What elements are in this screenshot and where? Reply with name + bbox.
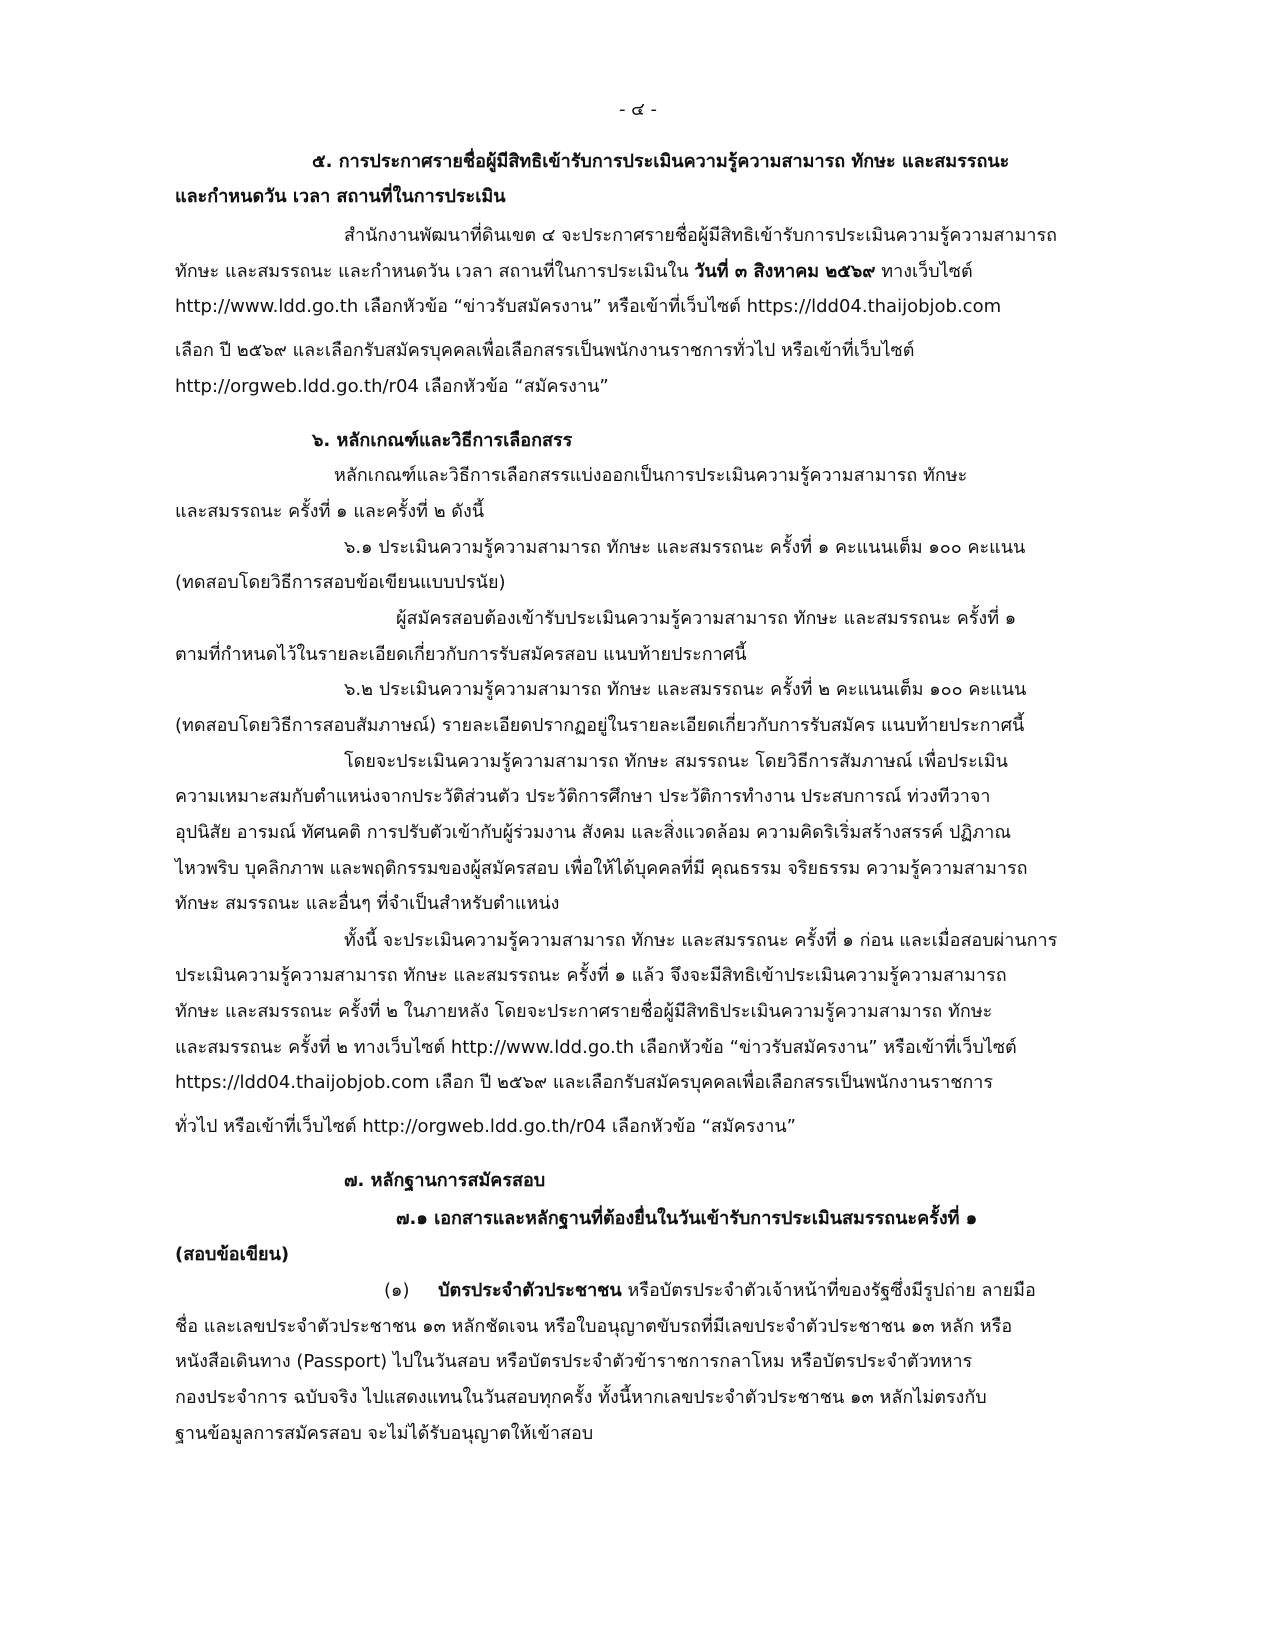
section-6-2-line: ๖.๒ ประเมินความรู้ความสามารถ ทักษะ และสมรรถนะ ครั้งที่ ๒ คะแนนเต็ม ๑๐๐ คะแนน [344,679,1027,700]
section-5-heading-cont: และกำหนดวัน เวลา สถานที่ในการประเมิน [175,186,506,207]
section-7-1-heading-cont: (สอบข้อเขียน) [175,1244,290,1265]
section-6-1-line: ๖.๑ ประเมินความรู้ความสามารถ ทักษะ และสมรรถนะ ครั้งที่ ๑ คะแนนเต็ม ๑๐๐ คะแนน [344,537,1026,558]
item-1-line: (๑) บัตรประจำตัวประชาชน หรือบัตรประจำตัวเจ้าหน้าที่ของรัฐซึ่งมีรูปถ่าย ลายมือ [384,1280,1036,1301]
section-6-1-line: (ทดสอบโดยวิธีการสอบข้อเขียนแบบปรนัย) [175,572,506,593]
section-6-2-line: ทักษะ สมรรถนะ และอื่นๆ ที่จำเป็นสำหรับตำแหน่ง [175,893,560,914]
section-7-1-heading: ๗.๑ เอกสารและหลักฐานที่ต้องยื่นในวันเข้ารับการประเมินสมรรถนะครั้งที่ ๑ [396,1208,978,1229]
section-6-note-line: ทั้งนี้ จะประเมินความรู้ความสามารถ ทักษะ และสมรรถนะ ครั้งที่ ๑ ก่อน และเมื่อสอบผ่านการ [344,930,1058,951]
item-1-line: กองประจำการ ฉบับจริง ไปแสดงแทนในวันสอบทุกครั้ง ทั้งนี้หากเลขประจำตัวประชาชน ๑๓ หลักไม่ตรงกับ [175,1387,987,1408]
section-6-note-line: ทั่วไป หรือเข้าที่เว็บไซต์ http://orgweb.ldd.go.th/r04 เลือกหัวข้อ “สมัครงาน” [175,1116,797,1137]
section-6-intro-line: หลักเกณฑ์และวิธีการเลือกสรรแบ่งออกเป็นการประเมินความรู้ความสามารถ ทักษะ [334,465,968,486]
section-6-2-line: โดยจะประเมินความรู้ความสามารถ ทักษะ สมรรถนะ โดยวิธีการสัมภาษณ์ เพื่อประเมิน [344,751,1008,772]
item-1-line: ฐานข้อมูลการสมัครสอบ จะไม่ได้รับอนุญาตให้เข้าสอบ [175,1423,594,1444]
section-7-heading: ๗. หลักฐานการสมัครสอบ [344,1170,546,1191]
section-5-paragraph-line: เลือก ปี ๒๕๖๙ และเลือกรับสมัครบุคคลเพื่อเลือกสรรเป็นพนักงานราชการทั่วไป หรือเข้าที่เว็บไซต์ [175,340,915,361]
section-6-note-line: ประเมินความรู้ความสามารถ ทักษะ และสมรรถนะ ครั้งที่ ๑ แล้ว จึงจะมีสิทธิเข้าประเมินความรู้ความสามารถ [175,965,1007,986]
section-6-1-line: ตามที่กำหนดไว้ในรายละเอียดเกี่ยวกับการรับสมัครสอบ แนบท้ายประกาศนี้ [175,644,747,665]
section-6-note-line: และสมรรถนะ ครั้งที่ ๒ ทางเว็บไซต์ http://www.ldd.go.th เลือกหัวข้อ “ข่าวรับสมัครงาน” หรือเข้าที่เว็บไซต์ [175,1037,1017,1058]
section-6-intro-line: และสมรรถนะ ครั้งที่ ๑ และครั้งที่ ๒ ดังนี้ [175,501,485,522]
section-5-heading: ๕. การประกาศรายชื่อผู้มีสิทธิเข้ารับการประเมินความรู้ความสามารถ ทักษะ และสมรรถนะ [312,151,1010,172]
announcement-date: วันที่ ๓ สิงหาคม ๒๕๖๙ [694,261,876,282]
section-6-note-line: https://ldd04.thaijobjob.com เลือก ปี ๒๕๖๙ และเลือกรับสมัครบุคคลเพื่อเลือกสรรเป็นพนักงานราชการ [175,1072,994,1093]
section-5-paragraph-line: สำนักงานพัฒนาที่ดินเขต ๔ จะประกาศรายชื่อผู้มีสิทธิเข้ารับการประเมินความรู้ความสามารถ [344,225,1058,246]
section-6-2-line: ไหวพริบ บุคลิกภาพ และพฤติกรรมของผู้สมัครสอบ เพื่อให้ได้บุคคลที่มี คุณธรรม จริยธรรม ความรู้ความสามารถ [175,858,1028,879]
section-5-paragraph-line: http://www.ldd.go.th เลือกหัวข้อ “ข่าวรับสมัครงาน” หรือเข้าที่เว็บไซต์ https://ldd04.thaijobjob.com [175,296,1002,317]
section-6-2-line: (ทดสอบโดยวิธีการสอบสัมภาษณ์) รายละเอียดปรากฏอยู่ในรายละเอียดเกี่ยวกับการรับสมัคร แนบท้ายประกาศนี้ [175,715,1025,736]
section-5-paragraph-line: http://orgweb.ldd.go.th/r04 เลือกหัวข้อ “สมัครงาน” [175,376,609,397]
item-1-line: ชื่อ และเลขประจำตัวประชาชน ๑๓ หลักชัดเจน หรือใบอนุญาตขับรถที่มีเลขประจำตัวประชาชน ๑๓ หลัก หรือ [175,1316,1013,1337]
page-number: - ๔ - [618,99,658,120]
section-6-2-line: อุปนิสัย อารมณ์ ทัศนคติ การปรับตัวเข้ากับผู้ร่วมงาน สังคม และสิ่งแวดล้อม ความคิดริเริ่มสร้างสรรค์ ปฏิภาณ [175,822,1012,843]
section-5-paragraph-line: ทักษะ และสมรรถนะ และกำหนดวัน เวลา สถานที่ในการประเมินใน วันที่ ๓ สิงหาคม ๒๕๖๙ ทางเว็บไซต์ [175,261,973,282]
section-6-2-line: ความเหมาะสมกับตำแหน่งจากประวัติส่วนตัว ประวัติการศึกษา ประวัติการทำงาน ประสบการณ์ ท่วงทีวาจา [175,786,991,807]
item-1-line: หนังสือเดินทาง (Passport) ไปในวันสอบ หรือบัตรประจำตัวข้าราชการกลาโหม หรือบัตรประจำตัวทหาร [175,1351,973,1372]
item-title: บัตรประจำตัวประชาชน [438,1280,622,1301]
section-6-note-line: ทักษะ และสมรรถนะ ครั้งที่ ๒ ในภายหลัง โดยจะประกาศรายชื่อผู้มีสิทธิประเมินความรู้ความสามารถ ทักษะ [175,1001,993,1022]
section-6-1-line: ผู้สมัครสอบต้องเข้ารับประเมินความรู้ความสามารถ ทักษะ และสมรรถนะ ครั้งที่ ๑ [396,608,1017,629]
item-number: (๑) [384,1280,410,1301]
section-6-heading: ๖. หลักเกณฑ์และวิธีการเลือกสรร [312,430,573,451]
